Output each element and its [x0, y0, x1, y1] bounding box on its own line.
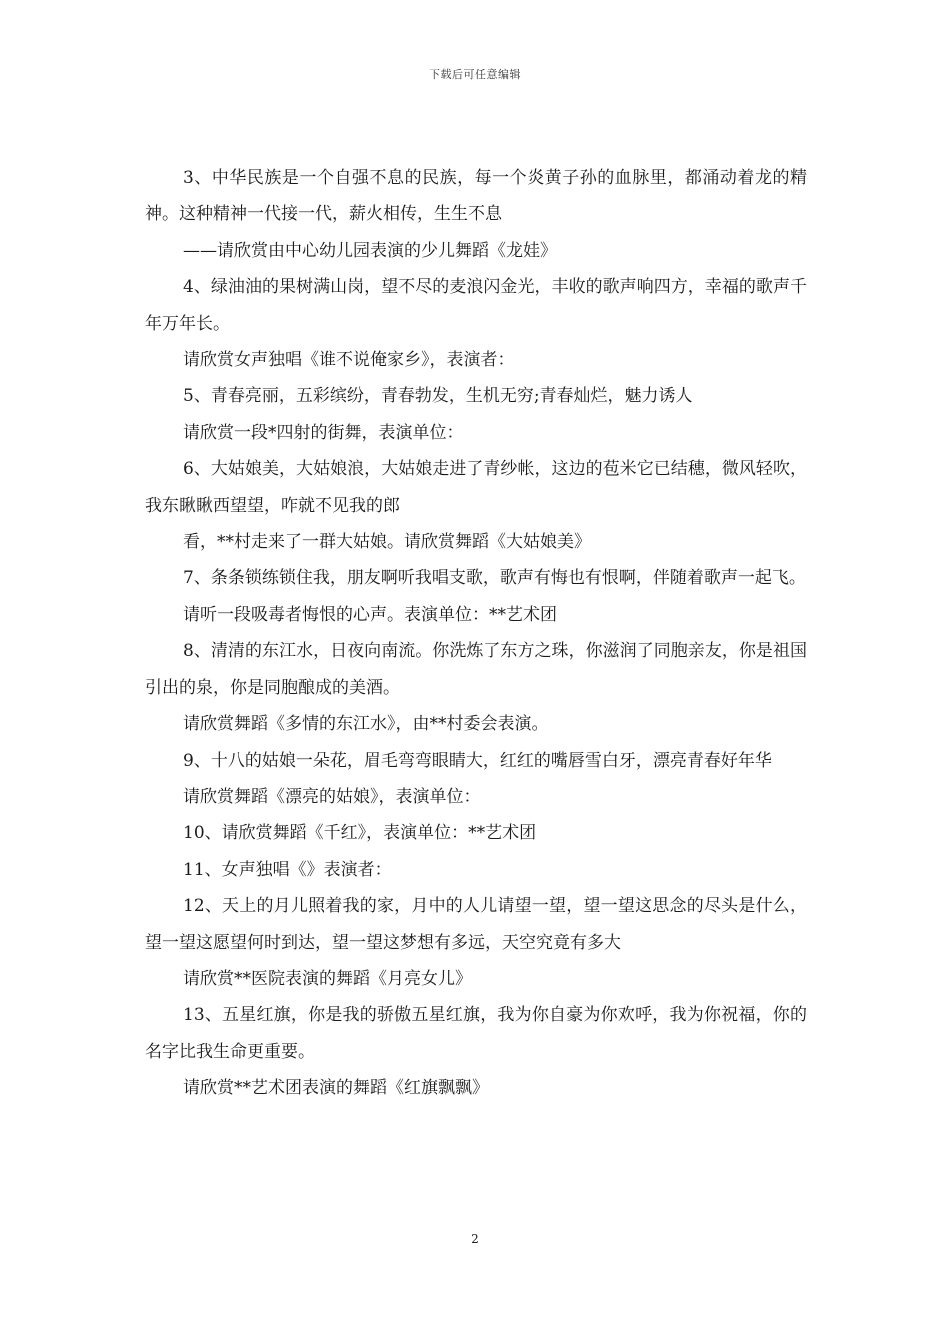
- page-number: 2: [471, 1232, 479, 1246]
- paragraph-8: 8、清清的东江水，日夜向南流。你洗炼了东方之珠，你滋润了同胞亲友，你是祖国引出的泉，你是同胞酿成的美酒。: [145, 641, 807, 698]
- document-body: [145, 160, 807, 1107]
- paragraph-13-intro: 请欣赏**艺术团表演的舞蹈《红旗飘飘》: [183, 1078, 489, 1099]
- paragraph-10: 10、请欣赏舞蹈《千红》，表演单位：**艺术团: [183, 823, 537, 844]
- paragraph-13: 13、五星红旗，你是我的骄傲五星红旗，我为你自豪为你欢呼，我为你祝福，你的名字比我生命更重要。: [145, 1005, 807, 1062]
- paragraph-3-intro: ——请欣赏由中心幼儿园表演的少儿舞蹈《龙娃》: [183, 240, 557, 261]
- paragraph-12: 12、天上的月儿照着我的家，月中的人儿请望一望，望一望这思念的尽头是什么，望一望这愿望何时到达，望一望这梦想有多远，天空究竟有多大: [145, 896, 807, 953]
- paragraph-6-intro: 看，**村走来了一群大姑娘。请欣赏舞蹈《大姑娘美》: [183, 532, 591, 553]
- paragraph-4: 4、绿油油的果树满山岗，望不尽的麦浪闪金光，丰收的歌声响四方，幸福的歌声千年万年长。: [145, 277, 807, 334]
- paragraph-11: 11、女声独唱《》表演者：: [183, 859, 392, 880]
- page-header: 下载后可任意编辑: [429, 68, 521, 81]
- paragraph-7-intro: 请听一段吸毒者悔恨的心声。表演单位：**艺术团: [183, 604, 557, 625]
- paragraph-12-intro: 请欣赏**医院表演的舞蹈《月亮女儿》: [183, 968, 472, 989]
- paragraph-9: 9、十八的姑娘一朵花，眉毛弯弯眼睛大，红红的嘴唇雪白牙，漂亮青春好年华: [183, 750, 772, 771]
- paragraph-4-intro: 请欣赏女声独唱《谁不说俺家乡》，表演者：: [183, 350, 515, 371]
- paragraph-3: 3、中华民族是一个自强不息的民族，每一个炎黄子孙的血脉里，都涌动着龙的精神。这种精神一代接一代，薪火相传，生生不息: [145, 168, 807, 225]
- paragraph-5: 5、青春亮丽，五彩缤纷，青春勃发，生机无穷;青春灿烂，魅力诱人: [183, 386, 693, 407]
- paragraph-7: 7、条条锁练锁住我，朋友啊听我唱支歌，歌声有悔也有恨啊，伴随着歌声一起飞。: [183, 568, 806, 589]
- paragraph-6: 6、大姑娘美，大姑娘浪，大姑娘走进了青纱帐，这边的苞米它已结穗，微风轻吹，我东瞅瞅西望望，咋就不见我的郎: [145, 459, 807, 516]
- paragraph-9-intro: 请欣赏舞蹈《漂亮的姑娘》，表演单位：: [183, 786, 481, 807]
- paragraph-5-intro: 请欣赏一段*四射的街舞，表演单位：: [183, 422, 464, 443]
- paragraph-8-intro: 请欣赏舞蹈《多情的东江水》，由**村委会表演。: [183, 714, 549, 735]
